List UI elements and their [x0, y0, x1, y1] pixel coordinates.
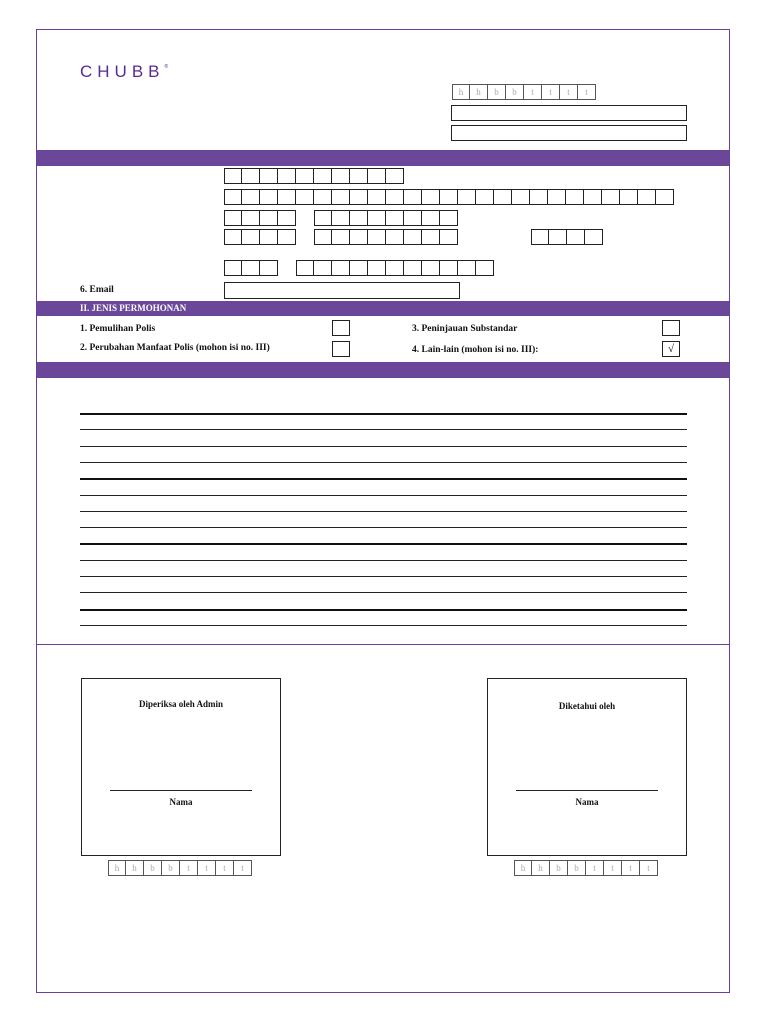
entry-box[interactable]: [638, 189, 656, 205]
entry-box[interactable]: [260, 260, 278, 276]
entry-box[interactable]: [386, 168, 404, 184]
date-box[interactable]: t: [216, 860, 234, 876]
entry-box[interactable]: [368, 229, 386, 245]
entry-box[interactable]: [476, 260, 494, 276]
writing-line[interactable]: [80, 527, 687, 528]
writing-line[interactable]: [80, 625, 687, 626]
writing-line[interactable]: [80, 511, 687, 512]
date-box[interactable]: h: [108, 860, 126, 876]
entry-box[interactable]: [242, 168, 260, 184]
date-box[interactable]: b: [162, 860, 180, 876]
entry-box[interactable]: [368, 168, 386, 184]
box-row-5a[interactable]: [224, 260, 278, 276]
writing-line[interactable]: [80, 543, 687, 545]
entry-box[interactable]: [440, 229, 458, 245]
date-box[interactable]: t: [180, 860, 198, 876]
entry-box[interactable]: [224, 189, 242, 205]
entry-box[interactable]: [549, 229, 567, 245]
logo-text: CHUBB: [80, 62, 165, 81]
entry-box[interactable]: [332, 229, 350, 245]
entry-box[interactable]: [404, 189, 422, 205]
acknowledged-signature-box[interactable]: [487, 678, 687, 856]
date-box[interactable]: t: [604, 860, 622, 876]
entry-box[interactable]: [386, 229, 404, 245]
option-1-checkbox[interactable]: [332, 320, 350, 336]
section-3-band: [37, 362, 729, 378]
date-box[interactable]: t: [640, 860, 658, 876]
option-3-label: 3. Peninjauan Substandar: [412, 324, 518, 334]
entry-box[interactable]: [296, 260, 314, 276]
option-3-checkbox[interactable]: [662, 320, 680, 336]
header-field-2[interactable]: [451, 125, 687, 141]
entry-box[interactable]: [314, 168, 332, 184]
box-row-4a[interactable]: [224, 229, 296, 245]
entry-box[interactable]: [278, 168, 296, 184]
entry-box[interactable]: [404, 229, 422, 245]
entry-box[interactable]: [350, 260, 368, 276]
writing-line[interactable]: [80, 413, 687, 415]
writing-line[interactable]: [80, 560, 687, 561]
entry-box[interactable]: [494, 189, 512, 205]
entry-box[interactable]: [278, 229, 296, 245]
entry-box[interactable]: [314, 260, 332, 276]
entry-box[interactable]: [386, 210, 404, 226]
header-date-field[interactable]: [452, 84, 596, 100]
date-box[interactable]: b: [144, 860, 162, 876]
date-box[interactable]: h: [126, 860, 144, 876]
entry-box[interactable]: [567, 229, 585, 245]
box-row-3b[interactable]: [314, 210, 458, 226]
entry-box[interactable]: [386, 189, 404, 205]
box-row-5b[interactable]: [296, 260, 494, 276]
writing-line[interactable]: [80, 429, 687, 430]
entry-box[interactable]: [350, 189, 368, 205]
admin-date-field[interactable]: [108, 860, 252, 876]
entry-box[interactable]: [296, 189, 314, 205]
box-row-1[interactable]: [224, 168, 404, 184]
entry-box[interactable]: [314, 229, 332, 245]
writing-line[interactable]: [80, 576, 687, 577]
admin-signature-box[interactable]: [81, 678, 281, 856]
email-field[interactable]: [224, 282, 460, 299]
entry-box[interactable]: [224, 260, 242, 276]
option-1-label: 1. Pemulihan Polis: [80, 324, 156, 334]
entry-box[interactable]: [422, 189, 440, 205]
writing-line[interactable]: [80, 592, 687, 593]
date-box[interactable]: h: [470, 84, 488, 100]
date-box[interactable]: h: [452, 84, 470, 100]
writing-line[interactable]: [80, 478, 687, 480]
box-row-4c[interactable]: [531, 229, 603, 245]
entry-box[interactable]: [242, 210, 260, 226]
acknowledged-signature-title: Diketahui oleh: [558, 701, 616, 711]
entry-box[interactable]: [260, 168, 278, 184]
option-2-label: 2. Perubahan Manfaat Polis (mohon isi no. III): [80, 343, 270, 353]
entry-box[interactable]: [404, 260, 422, 276]
entry-box[interactable]: [458, 260, 476, 276]
section-2-title: II. JENIS PERMOHONAN: [80, 303, 187, 313]
entry-box[interactable]: [548, 189, 566, 205]
entry-box[interactable]: [242, 189, 260, 205]
date-box[interactable]: t: [542, 84, 560, 100]
entry-box[interactable]: [224, 229, 242, 245]
entry-box[interactable]: [584, 189, 602, 205]
date-box[interactable]: t: [586, 860, 604, 876]
entry-box[interactable]: [656, 189, 674, 205]
entry-box[interactable]: [278, 189, 296, 205]
date-box[interactable]: h: [532, 860, 550, 876]
entry-box[interactable]: [224, 210, 242, 226]
email-label: 6. Email: [80, 285, 114, 295]
entry-box[interactable]: [350, 229, 368, 245]
entry-box[interactable]: [404, 210, 422, 226]
acknowledged-name-label: Nama: [575, 797, 599, 807]
entry-box[interactable]: [332, 168, 350, 184]
entry-box[interactable]: [260, 210, 278, 226]
date-box[interactable]: b: [488, 84, 506, 100]
entry-box[interactable]: [224, 168, 242, 184]
writing-line[interactable]: [80, 446, 687, 447]
date-box[interactable]: t: [198, 860, 216, 876]
date-box[interactable]: b: [550, 860, 568, 876]
entry-box[interactable]: [440, 189, 458, 205]
admin-name-label: Nama: [169, 797, 193, 807]
entry-box[interactable]: [332, 189, 350, 205]
date-box[interactable]: t: [622, 860, 640, 876]
entry-box[interactable]: [530, 189, 548, 205]
entry-box[interactable]: [314, 210, 332, 226]
option-4-checkbox[interactable]: √: [662, 341, 680, 357]
date-box[interactable]: h: [514, 860, 532, 876]
entry-box[interactable]: [422, 210, 440, 226]
entry-box[interactable]: [566, 189, 584, 205]
entry-box[interactable]: [602, 189, 620, 205]
writing-line[interactable]: [80, 609, 687, 611]
entry-box[interactable]: [422, 260, 440, 276]
entry-box[interactable]: [512, 189, 530, 205]
option-2-checkbox[interactable]: [332, 341, 350, 357]
box-row-2[interactable]: [224, 189, 674, 205]
writing-line[interactable]: [80, 462, 687, 463]
entry-box[interactable]: [350, 168, 368, 184]
date-box[interactable]: b: [506, 84, 524, 100]
entry-box[interactable]: [260, 189, 278, 205]
entry-box[interactable]: [296, 168, 314, 184]
entry-box[interactable]: [368, 260, 386, 276]
date-box[interactable]: t: [524, 84, 542, 100]
writing-line[interactable]: [80, 495, 687, 496]
entry-box[interactable]: [458, 189, 476, 205]
date-box[interactable]: t: [578, 84, 596, 100]
section-divider: [37, 644, 729, 645]
entry-box[interactable]: [585, 229, 603, 245]
acknowledged-date-field[interactable]: [514, 860, 658, 876]
chubb-logo: [80, 62, 168, 82]
entry-box[interactable]: [350, 210, 368, 226]
entry-box[interactable]: [531, 229, 549, 245]
entry-box[interactable]: [314, 189, 332, 205]
section-2-band: [37, 301, 729, 316]
entry-box[interactable]: [476, 189, 494, 205]
logo-mark: ®: [164, 64, 169, 70]
entry-box[interactable]: [440, 260, 458, 276]
option-4-label: 4. Lain-lain (mohon isi no. III):: [412, 345, 539, 355]
entry-box[interactable]: [242, 260, 260, 276]
entry-box[interactable]: [440, 210, 458, 226]
date-box[interactable]: t: [560, 84, 578, 100]
entry-box[interactable]: [278, 210, 296, 226]
header-field-1[interactable]: [451, 105, 687, 121]
date-box[interactable]: b: [568, 860, 586, 876]
entry-box[interactable]: [332, 210, 350, 226]
entry-box[interactable]: [620, 189, 638, 205]
admin-signature-line: [110, 790, 252, 791]
date-box[interactable]: t: [234, 860, 252, 876]
box-row-4b[interactable]: [314, 229, 458, 245]
entry-box[interactable]: [386, 260, 404, 276]
entry-box[interactable]: [368, 210, 386, 226]
admin-signature-title: Diperiksa oleh Admin: [138, 699, 223, 709]
box-row-3a[interactable]: [224, 210, 296, 226]
section-1-band: [37, 150, 729, 166]
entry-box[interactable]: [242, 229, 260, 245]
entry-box[interactable]: [368, 189, 386, 205]
acknowledged-signature-line: [516, 790, 658, 791]
entry-box[interactable]: [260, 229, 278, 245]
entry-box[interactable]: [332, 260, 350, 276]
entry-box[interactable]: [422, 229, 440, 245]
